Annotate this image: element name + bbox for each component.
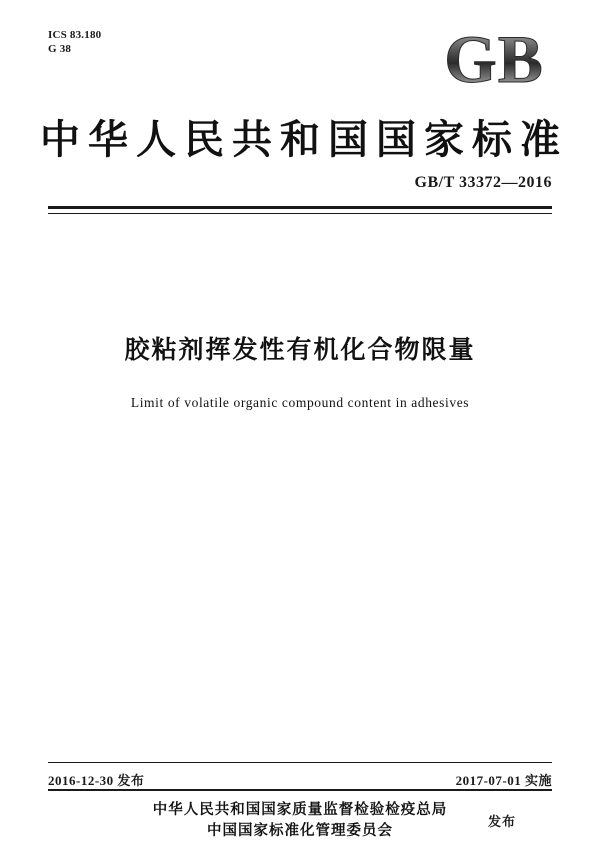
- header-rule-thick: [48, 206, 552, 209]
- classification-code: G 38: [48, 43, 72, 55]
- document-title-english: Limit of volatile organic compound content in adhesives: [130, 395, 470, 410]
- gb-logo-icon: [434, 26, 554, 96]
- publisher-line-1: 中华人民共和国国家质量监督检验检疫总局: [152, 802, 448, 818]
- issue-date: 2016-12-30 发布: [48, 773, 145, 788]
- standard-number: GB/T 33372—2016: [414, 174, 552, 191]
- implementation-date: 2017-07-01 实施: [455, 773, 552, 788]
- header-rule-thin: [48, 213, 552, 214]
- classification-codes: [48, 28, 101, 56]
- publisher-suffix: 发布: [487, 814, 516, 829]
- page-title: 中华人民共和国国家标准: [40, 117, 568, 162]
- footer-rule-thick: [48, 789, 552, 791]
- footer-rule-thin: [48, 762, 552, 763]
- svg-text:GB: GB: [444, 26, 544, 96]
- document-title-chinese: 胶粘剂挥发性有机化合物限量: [124, 337, 476, 364]
- publisher-line-2: 中国国家标准化管理委员会: [207, 823, 393, 839]
- ics-code: ICS 83.180: [48, 29, 102, 41]
